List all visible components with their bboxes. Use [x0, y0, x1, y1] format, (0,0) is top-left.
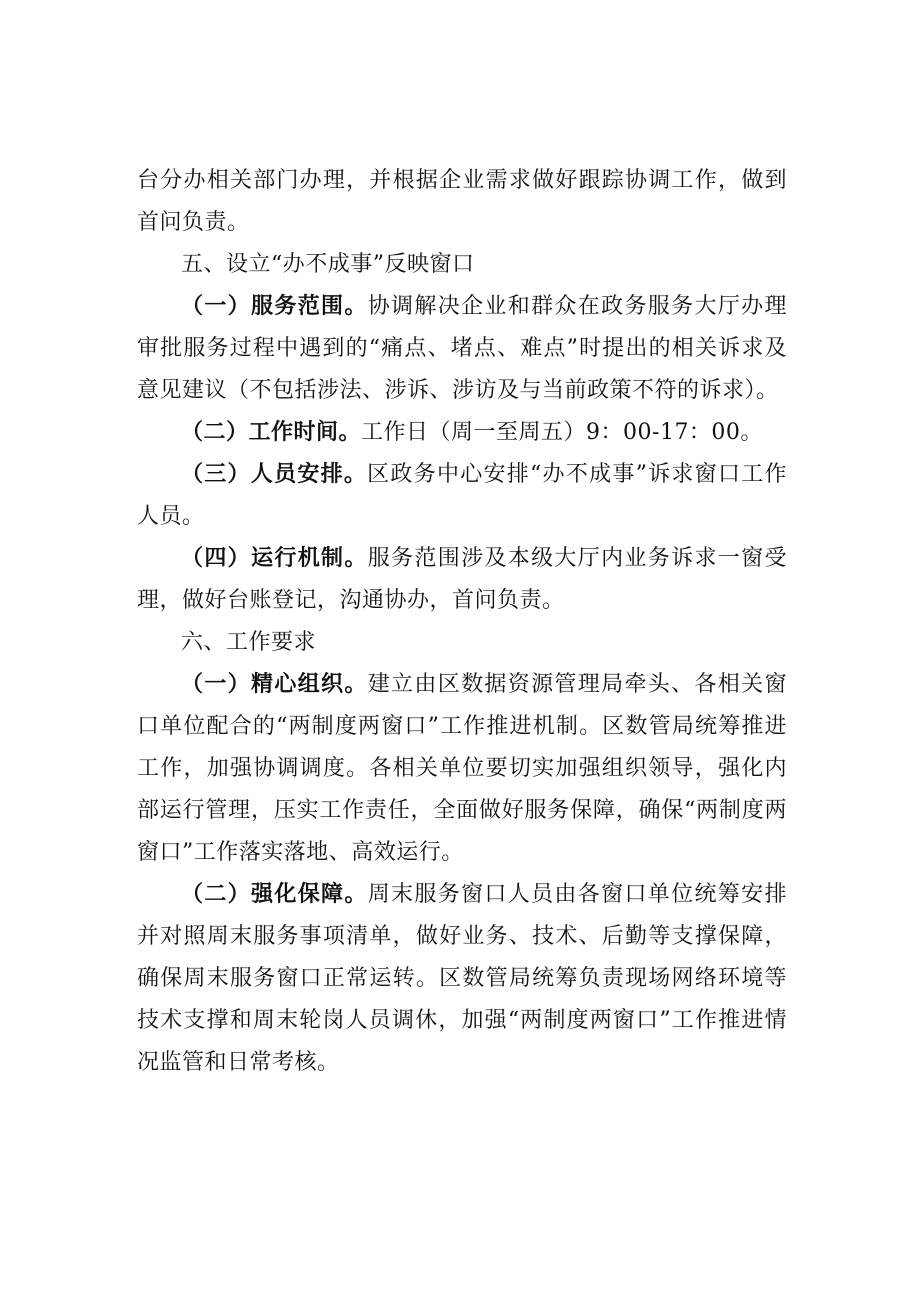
section5-item-3 [137, 454, 787, 538]
section6-item-2 [137, 874, 787, 1084]
item-lead: （一）服务范围。 [181, 294, 368, 319]
item-lead: （二）强化保障。 [181, 882, 368, 907]
item-text: 工作日（周一至周五）9：00-17：00。 [361, 420, 763, 445]
item-lead: （一）精心组织。 [181, 672, 368, 697]
section5-item-2 [137, 412, 787, 454]
item-text: 建立由区数据资源管理局牵头、各相关窗口单位配合的“两制度两窗口”工作推进机制。区数管局统筹推进工作，加强协调调度。各相关单位要切实加强组织领导，强化内部运行管理，压实工作责任，全面做好服务保障，确保“两制度两窗口”工作落实落地、高效运行。 [137, 672, 787, 865]
document-body [137, 160, 787, 1084]
item-text: 协调解决企业和群众在政务服务大厅办理审批服务过程中遇到的“痛点、堵点、难点”时提出的相关诉求及意见建议（不包括涉法、涉诉、涉访及与当前政策不符的诉求）。 [137, 294, 787, 403]
section5-item-4 [137, 538, 787, 622]
section-heading-6: 六、工作要求 [181, 630, 317, 655]
item-text: 服务范围涉及本级大厅内业务诉求一窗受理，做好台账登记，沟通协办，首问负责。 [137, 546, 787, 613]
item-lead: （二）工作时间。 [181, 420, 362, 445]
item-text: 区政务中心安排“办不成事”诉求窗口工作人员。 [137, 462, 787, 529]
section-heading-5: 五、设立“办不成事”反映窗口 [181, 252, 475, 277]
item-lead: （四）运行机制。 [181, 546, 368, 571]
item-lead: （三）人员安排。 [181, 462, 368, 487]
section6-item-1 [137, 664, 787, 874]
item-text: 周末服务窗口人员由各窗口单位统筹安排并对照周末服务事项清单，做好业务、技术、后勤等支撑保障，确保周末服务窗口正常运转。区数管局统筹负责现场网络环境等技术支撑和周末轮岗人员调休，加强“两制度两窗口”工作推进情况监管和日常考核。 [137, 882, 787, 1075]
continuation-paragraph: 台分办相关部门办理，并根据企业需求做好跟踪协调工作，做到首问负责。 [137, 168, 787, 235]
section5-item-1 [137, 286, 787, 412]
